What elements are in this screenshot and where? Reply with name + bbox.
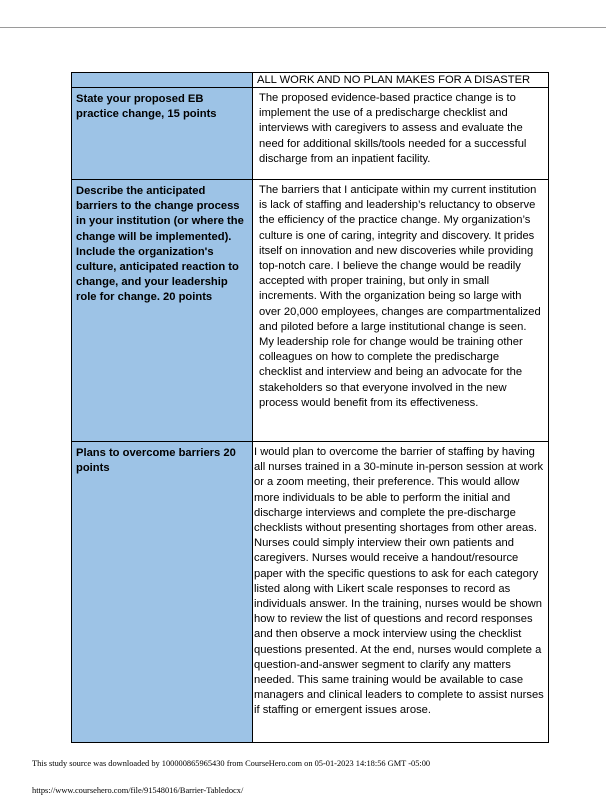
table-row <box>72 442 549 743</box>
row-content <box>253 442 549 743</box>
row-label-text: Plans to overcome barriers 20 points <box>76 447 236 475</box>
table-header-row <box>72 73 549 88</box>
download-note: This study source was downloaded by 100000865965430 from CourseHero.com on 05-01-2023 14:18:56 GMT -05:00 <box>32 759 431 768</box>
row-content-text: The barriers that I anticipate within my current institution is lack of staffing and leadership’s reluctancy to observe the efficiency of the practice change. My organization’s culture is one of caring, integrity and discovery. It prides itself on innovation and new discoveries while providing top-notch care. I believe the change would be readily accepted with proper training, but only in small increments. With the organization being so large with over 20,000 employees, changes are compartmentalized and piloted before a large institutional change is seen. My leadership role for change would be training other colleagues on how to complete the predischarge checklist and interview and being an advocate for the stakeholders so that everyone involved in the new process would benefit from its effectiveness. <box>259 184 541 409</box>
row-label <box>72 88 253 180</box>
row-content-text: I would plan to overcome the barrier of staffing by having all nurses trained in a 30-minute in-person session at work or a zoom meeting, their preference. This would allow more individuals to be able to perform the initial and discharge interviews and complete the pre-discharge checklists without presenting shortages from other areas. Nurses could simply interview their own patients and caregivers. Nurses would receive a handout/resource paper with the specific questions to ask for each category listed along with Likert scale responses to record as individuals answer. In the training, nurses would be shown how to review the list of questions and record responses and then observe a mock interview using the checklist questions presented. At the end, nurses would complete a question-and-answer segment to clarify any matters needed. This same training would be available to case managers and clinical leaders to complete to assist nurses if staffing or emergent issues arose. <box>254 446 544 717</box>
row-content <box>253 88 549 180</box>
row-content-text: The proposed evidence-based practice change is to implement the use of a predischarge checklist and interviews with caregivers to assess and evaluate the need for additional skills/tools needed for a successful discharge from an inpatient facility. <box>259 92 527 165</box>
source-url-link[interactable]: https://www.coursehero.com/file/91548016/Barrier-Tabledocx/ <box>32 786 244 795</box>
header-left-cell <box>72 73 253 88</box>
top-rule <box>0 27 606 28</box>
table-header: ALL WORK AND NO PLAN MAKES FOR A DISASTER <box>253 73 549 88</box>
row-label-text: State your proposed EB practice change, 15 points <box>76 93 217 121</box>
barrier-table <box>71 72 549 743</box>
row-label-text: Describe the anticipated barriers to the change process in your institution (or where the change will be implemented). Include the organization's culture, anticipated reaction to change, and your leadership role for change. 20 points <box>76 185 244 304</box>
row-label <box>72 442 253 743</box>
row-label <box>72 180 253 442</box>
table-row <box>72 180 549 442</box>
table-row <box>72 88 549 180</box>
row-content <box>253 180 549 442</box>
